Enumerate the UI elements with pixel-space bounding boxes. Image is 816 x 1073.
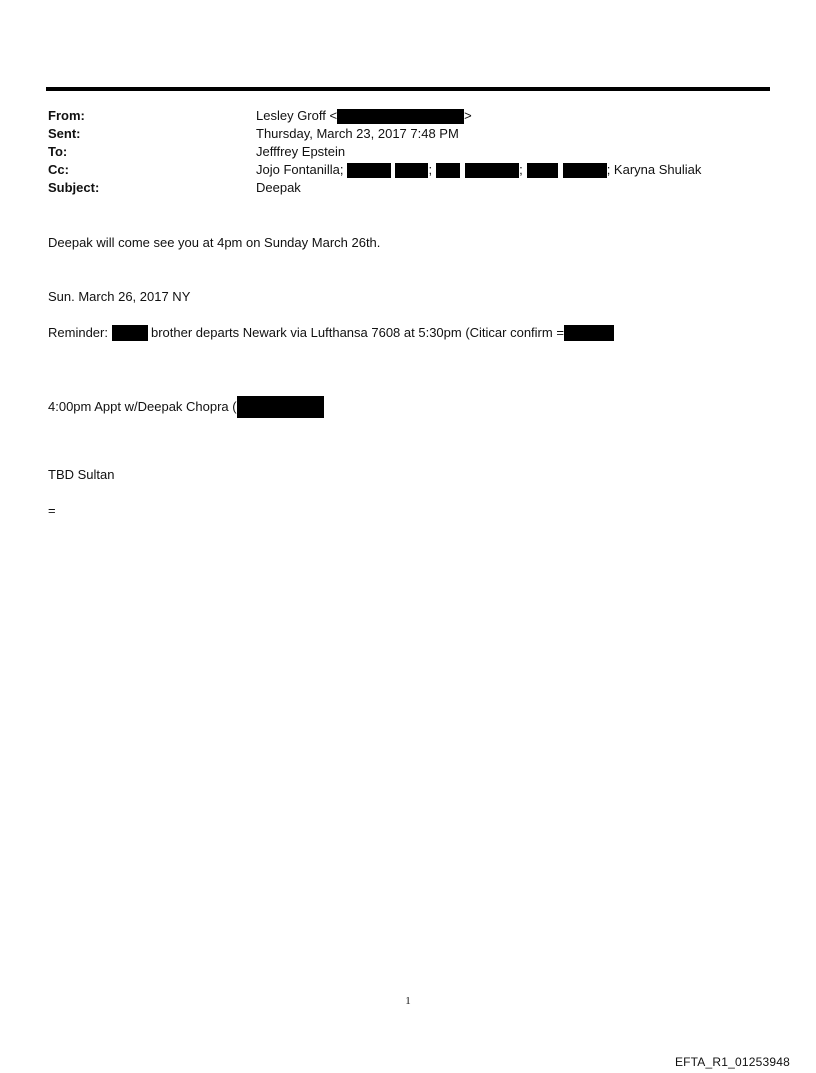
sent-value: Thursday, March 23, 2017 7:48 PM [256, 126, 459, 141]
body-line-6: = [48, 503, 56, 518]
redaction-block [465, 163, 519, 178]
body-line-3 [48, 324, 614, 342]
email-header [48, 107, 768, 197]
header-rule [46, 87, 770, 91]
page-number: 1 [405, 995, 411, 1007]
from-row [48, 107, 768, 125]
reminder-label: Reminder: [48, 325, 108, 340]
sent-label: Sent: [48, 126, 81, 141]
to-value: Jefffrey Epstein [256, 144, 346, 159]
cc-first: Jojo Fontanilla; [256, 162, 344, 177]
reminder-text: brother departs Newark via Lufthansa 7608 at 5:30pm (Citicar confirm = [150, 325, 564, 340]
from-name: Lesley Groff < [256, 108, 338, 123]
redaction-block [112, 325, 148, 341]
appointment-text: 4:00pm Appt w/Deepak Chopra ( [48, 399, 237, 414]
subject-value: Deepak [256, 180, 301, 195]
redaction-block [237, 396, 324, 418]
document-id: EFTA_R1_01253948 [674, 1055, 790, 1069]
redaction-block [395, 163, 428, 178]
to-row [48, 143, 768, 161]
cc-value [256, 161, 701, 179]
redaction-block [564, 325, 614, 341]
cc-separator: ; [428, 162, 433, 177]
redaction-block [436, 163, 460, 178]
cc-separator: ; [519, 162, 523, 177]
from-value [256, 107, 472, 125]
from-close: > [464, 108, 472, 123]
cc-row [48, 161, 768, 179]
redaction-block [563, 163, 607, 178]
body-line-1: Deepak will come see you at 4pm on Sunday March 26th. [48, 235, 381, 250]
from-label: From: [48, 108, 85, 123]
body-line-2: Sun. March 26, 2017 NY [48, 289, 191, 304]
subject-label: Subject: [48, 180, 100, 195]
body-line-5: TBD Sultan [48, 467, 115, 482]
subject-row [48, 179, 768, 197]
cc-label: Cc: [48, 162, 69, 177]
body-line-4 [48, 396, 324, 418]
redaction-block [337, 109, 464, 124]
to-label: To: [48, 144, 68, 159]
redaction-block [527, 163, 558, 178]
sent-row [48, 125, 768, 143]
cc-last: ; Karyna Shuliak [606, 162, 702, 177]
redaction-block [347, 163, 391, 178]
